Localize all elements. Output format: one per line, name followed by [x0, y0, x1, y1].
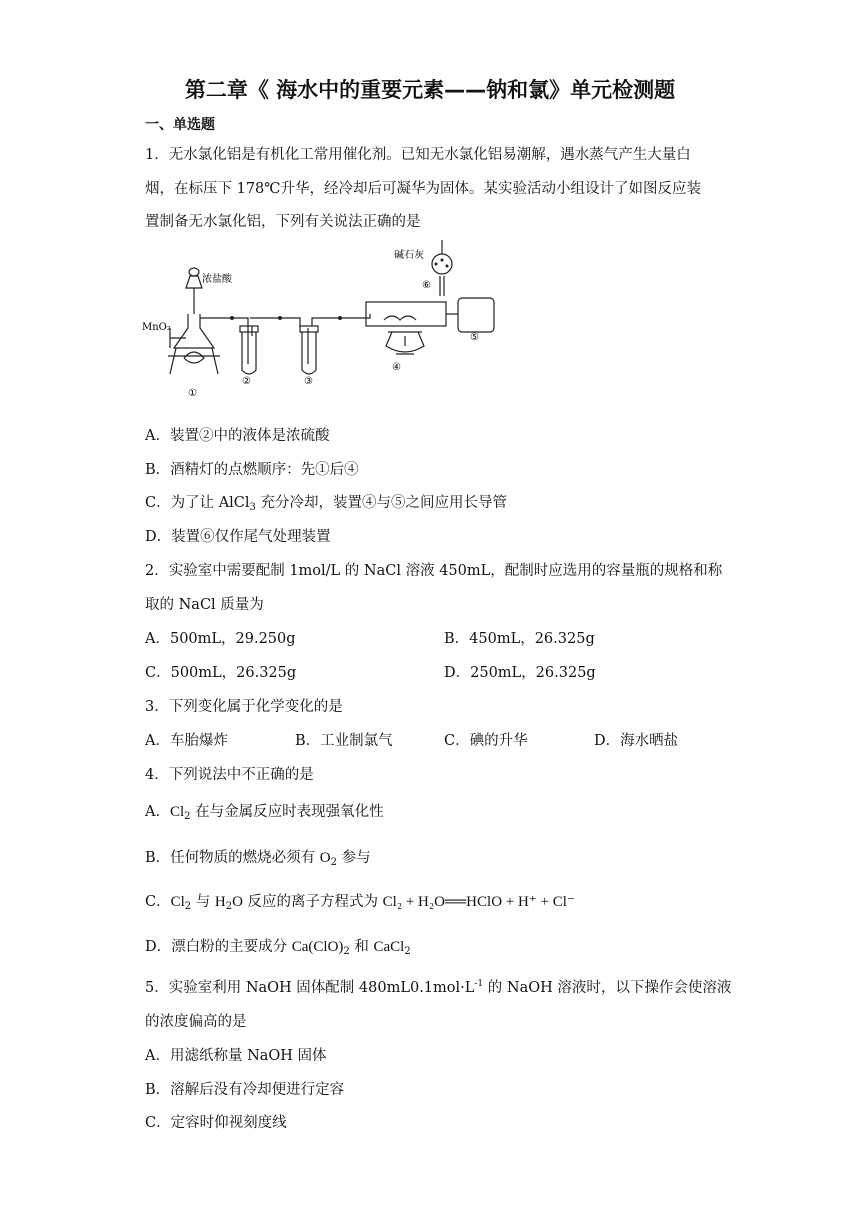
- q1-option-d[interactable]: D．装置⑥仅作尾气处理装置: [145, 529, 331, 545]
- alcohol-lamp-4: [386, 332, 424, 352]
- ionic-equation: Cl₂ + H₂O══HClO + H⁺ + Cl⁻: [382, 894, 575, 910]
- q2-stem-line1: 2．实验室中需要配制 1mol/L 的 NaCl 溶液 450mL，配制时应选用的容量瓶的规格和称: [145, 563, 723, 579]
- label-6: ⑥: [422, 280, 431, 291]
- label-mno2: MnO₂: [142, 322, 171, 333]
- label-4: ④: [392, 362, 401, 373]
- drying-tube-6: [440, 276, 444, 296]
- q2-option-a[interactable]: A．500mL，29.250g: [145, 631, 296, 647]
- q3-option-a[interactable]: A．车胎爆炸: [145, 733, 228, 749]
- q5-option-c[interactable]: C．定容时仰视刻度线: [145, 1115, 287, 1131]
- q1-option-a[interactable]: A．装置②中的液体是浓硫酸: [145, 428, 330, 444]
- q5-stem-line1: 5．实验室利用 NaOH 固体配制 $480mL0.1mol\cdot L^{-1}$ 的 NaOH 溶液时，以下操作会使溶液: [145, 979, 732, 996]
- q3-option-c[interactable]: C．碘的升华: [444, 733, 528, 749]
- q5-option-b[interactable]: B．溶解后没有冷却便进行定容: [145, 1082, 345, 1098]
- reaction-tube-4: [366, 302, 446, 326]
- collector-5: [458, 298, 494, 332]
- q3-option-b[interactable]: B．工业制氯气: [295, 733, 393, 749]
- q5-stem-line2: 的浓度偏高的是: [145, 1014, 247, 1030]
- q4-stem: 4．下列说法中不正确的是: [145, 767, 314, 783]
- q2-option-c[interactable]: C．500mL，26.325g: [145, 665, 297, 681]
- label-5: ⑤: [470, 332, 479, 343]
- q4-option-a[interactable]: A．$Cl_2$ 在与金属反应时表现强氧化性: [145, 804, 384, 822]
- q1-stem-line3: 置制备无水氯化铝，下列有关说法正确的是: [145, 214, 421, 230]
- label-3: ③: [304, 376, 313, 387]
- flask-1: [174, 314, 214, 348]
- q4-option-d[interactable]: D．漂白粉的主要成分 $Ca(ClO)_2$ 和 CaCl$_2$: [145, 939, 411, 957]
- label-soda-lime: 碱石灰: [394, 250, 424, 261]
- q2-stem-line2: 取的 NaCl 质量为: [145, 597, 264, 613]
- q1-stem-line1: 1．无水氯化铝是有机化工常用催化剂。已知无水氯化铝易潮解，遇水蒸气产生大量白: [145, 147, 691, 163]
- page-title: 第二章《 海水中的重要元素——钠和氯》单元检测题: [184, 78, 676, 102]
- q1-stem-line2: 烟，在标压下 178℃升华，经冷却后可凝华为固体。某实验活动小组设计了如图反应装: [145, 181, 702, 197]
- label-2: ②: [242, 376, 251, 387]
- q4-option-c[interactable]: C．$Cl_2$ 与 $H_2O$ 反应的离子方程式为 Cl₂ + H₂O══HClO + H⁺ + Cl⁻: [145, 894, 575, 912]
- q3-option-d[interactable]: D．海水晒盐: [594, 733, 679, 749]
- q3-stem: 3．下列变化属于化学变化的是: [145, 699, 343, 715]
- q1-option-b[interactable]: B．酒精灯的点燃顺序：先①后④: [145, 462, 359, 478]
- q2-option-d[interactable]: D．250mL，26.325g: [444, 665, 596, 681]
- separatory-funnel: [186, 276, 202, 314]
- label-conc-hcl: 浓盐酸: [202, 274, 232, 285]
- q4-option-b[interactable]: B．任何物质的燃烧必须有 $O_2$ 参与: [145, 850, 371, 868]
- q5-option-a[interactable]: A．用滤纸称量 NaOH 固体: [145, 1048, 327, 1064]
- label-1: ①: [188, 388, 197, 399]
- q1-option-c[interactable]: C．为了让 AlCl$_3$ 充分冷却，装置④与⑤之间应用长导管: [145, 495, 508, 513]
- q1-apparatus-figure: [140, 236, 500, 400]
- section-heading: 一、单选题: [145, 117, 215, 133]
- wash-bottle-3: [300, 326, 318, 332]
- q2-option-b[interactable]: B．450mL，26.325g: [444, 631, 595, 647]
- wash-bottle-2: [240, 326, 258, 332]
